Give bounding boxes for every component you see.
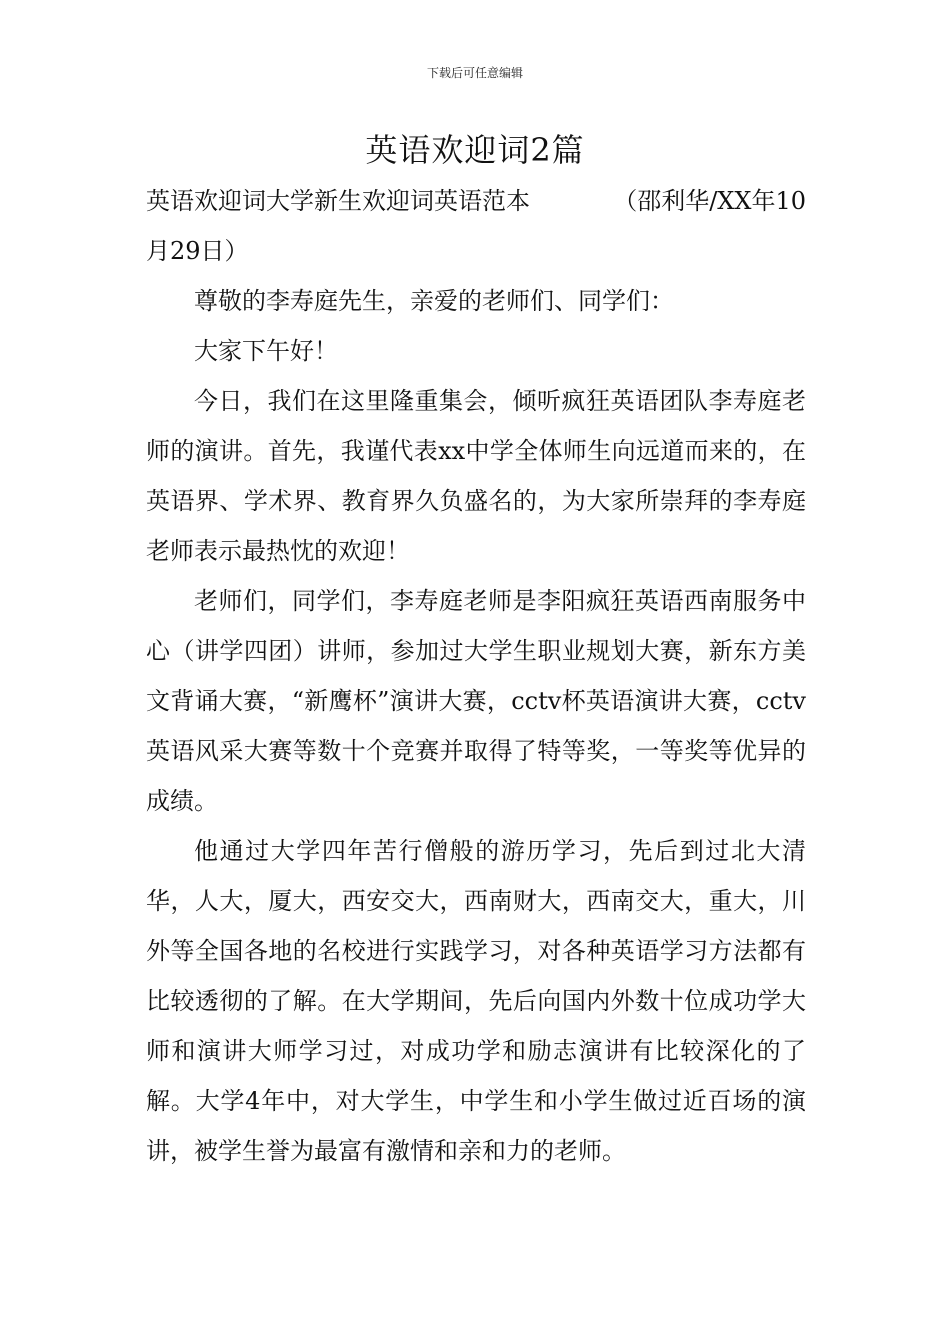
salutation-paragraph: 尊敬的李寿庭先生，亲爱的老师们、同学们： xyxy=(194,287,674,315)
header-note: 下载后可任意编辑 xyxy=(426,66,523,80)
document-body xyxy=(146,176,806,1176)
author-date-text: （邵利华/XX年10 xyxy=(613,187,806,215)
subtitle-text: 英语欢迎词大学新生欢迎词英语范本 xyxy=(146,187,530,215)
body-paragraph: 今日，我们在这里隆重集会，倾听疯狂英语团队李寿庭老师的演讲。首先，我谨代表xx中学全体师生向远道而来的，在英语界、学术界、教育界久负盛名的，为大家所崇拜的李寿庭老师表示最热忱的欢迎！ xyxy=(146,387,806,565)
author-date-continuation: 月29日） xyxy=(146,237,249,265)
body-paragraph: 老师们，同学们，李寿庭老师是李阳疯狂英语西南服务中心（讲学四团）讲师，参加过大学生职业规划大赛，新东方美文背诵大赛，“新鹰杯”演讲大赛，cctv杯英语演讲大赛，cctv英语风采大赛等数十个竞赛并取得了特等奖，一等奖等优异的成绩。 xyxy=(146,587,806,815)
subtitle-line xyxy=(146,176,806,226)
body-paragraph: 他通过大学四年苦行僧般的游历学习，先后到过北大清华，人大，厦大，西安交大，西南财大，西南交大，重大，川外等全国各地的名校进行实践学习，对各种英语学习方法都有比较透彻的了解。在大学期间，先后向国内外数十位成功学大师和演讲大师学习过，对成功学和励志演讲有比较深化的了解。大学4年中，对大学生，中学生和小学生做过近百场的演讲，被学生誉为最富有激情和亲和力的老师。 xyxy=(146,837,806,1165)
document-title: 英语欢迎词2篇 xyxy=(365,131,585,169)
greeting-paragraph: 大家下午好！ xyxy=(194,337,338,365)
